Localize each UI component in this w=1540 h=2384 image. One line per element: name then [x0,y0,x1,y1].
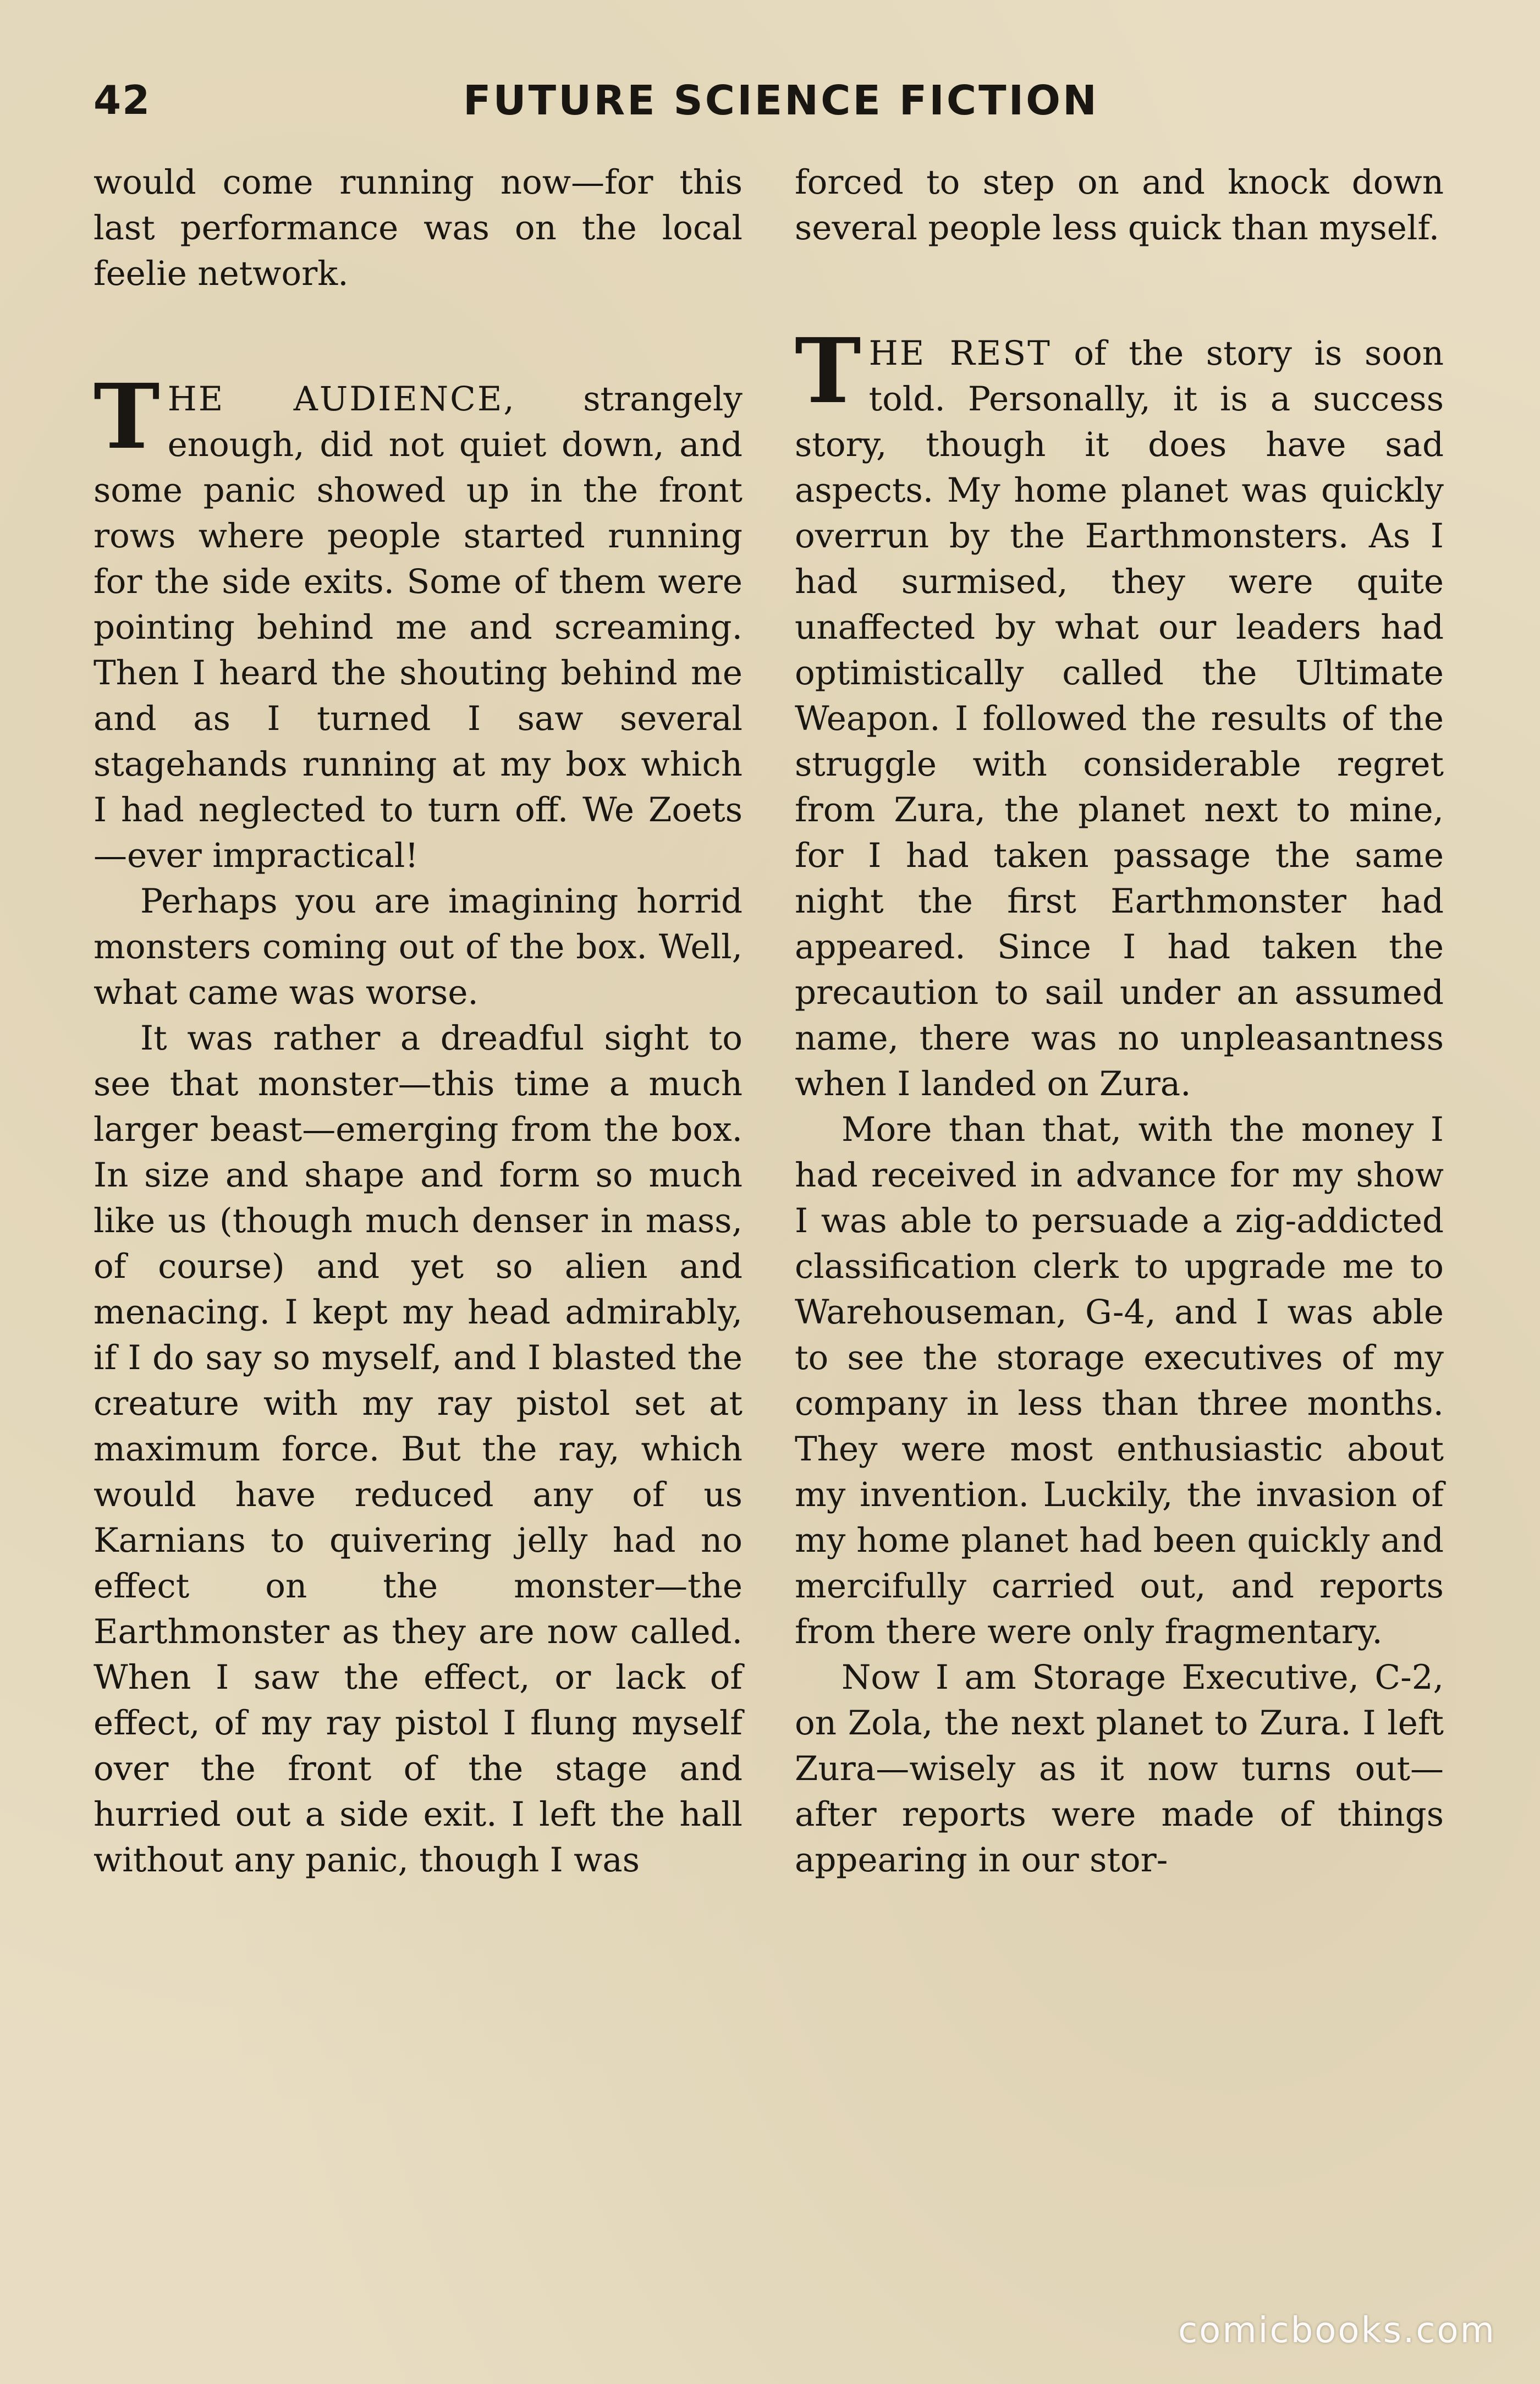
section-paragraph [94,365,743,878]
paragraph: Perhaps you are imagining horrid monsters coming out of the box. Well, what came was worse. [94,882,743,1012]
running-title: FUTURE SCIENCE FICTION [463,77,1099,124]
paragraph: More than that, with the money I had received in advance for my show I was able to persuade a zig-addicted classification clerk to upgrade me to Warehouseman, G-4, and I was able to see the storage executives of my company in less than three months. They were most enthusiastic about my invention. Luckily, the invasion of my home planet had been quickly and mercifully carried out, and reports from there were only fragmentary. [795,1110,1444,1651]
section-paragraph [795,319,1444,1107]
paragraph: Now I am Storage Executive, C-2, on Zola, the next planet to Zura. I left Zura—wisely as it now turns out—after reports were made of things appearing in our stor- [795,1658,1444,1880]
paragraph-text: of the story is soon told. Personally, it is a success story, though it does have sad aspects. My home planet was quickly overrun by the Earthmonsters. As I had surmised, they were quite unaffected by what our leaders had optimistically called the Ultimate Weapon. I followed the results of the struggle with considerable regret from Zura, the planet next to mine, for I had taken passage the same night the first Earthmonster had appeared. Since I had taken the precaution to sail under an assumed name, there was no unpleasantness when I landed on Zura. [795,334,1444,1103]
paragraph: forced to step on and knock down several people less quick than myself. [795,163,1444,248]
paragraph-text: strangely enough, did not quiet down, and some panic showed up in the front rows where people started running for the side exits. Some of them were pointing behind me and screaming. Then I heard the shouting behind me and as I turned I saw several stagehands running at my box which I had neglected to turn off. We Zoets—ever impractical! [94,380,743,875]
page-number: 42 [94,77,151,123]
section-lead: HE REST [868,334,1052,373]
drop-cap: T [795,319,861,424]
watermark: comicbooks.com [1178,2310,1496,2351]
left-column [94,160,743,2305]
section-lead: HE AUDIENCE, [167,380,516,419]
page-header [94,77,1469,138]
drop-cap: T [94,365,160,469]
right-column [795,160,1444,2305]
paragraph: It was rather a dreadful sight to see that monster—this time a much larger beast—emerging from the box. In size and shape and form so much like us (though much denser in mass, of course) and yet so alien and menacing. I kept my head admirably, if I do say so myself, and I blasted the creature with my ray pistol set at maximum force. But the ray, which would have reduced any of us Karnians to quivering jelly had no effect on the monster—the Earthmonster as they are now called. When I saw the effect, or lack of effect, of my ray pistol I flung myself over the front of the stage and hurried out a side exit. I left the hall without any panic, though I was [94,1019,743,1880]
paragraph: would come running now—for this last performance was on the local feelie network. [94,163,743,293]
